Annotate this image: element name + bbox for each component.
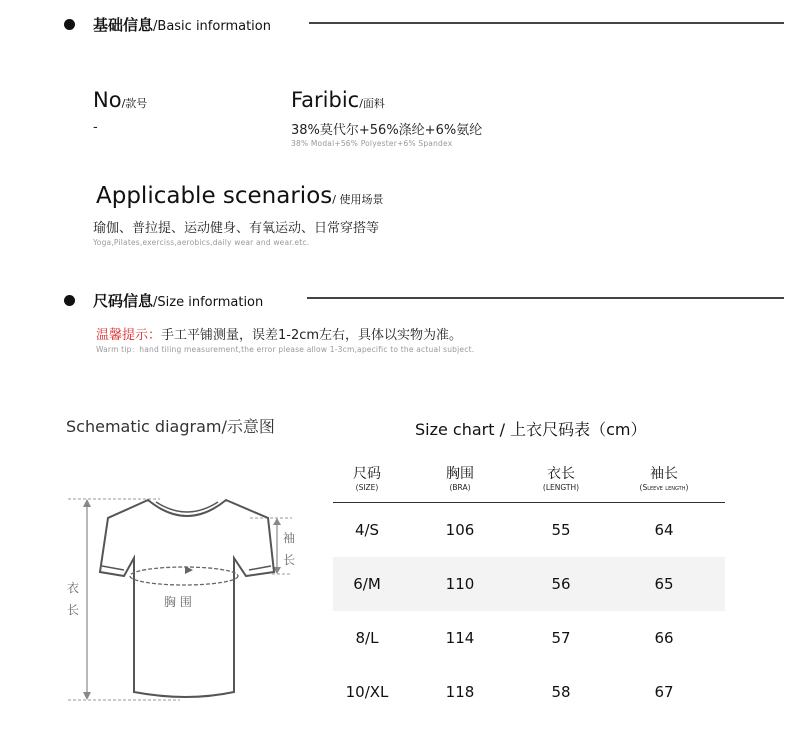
length-label: [67, 577, 79, 621]
header-size-cn: 尺码: [353, 466, 381, 482]
fabric-label-cn: /面料: [359, 97, 385, 110]
chest-label: 胸 围: [164, 595, 192, 609]
sleeve-label-char: 长: [283, 553, 296, 567]
header-sleeve-cn: 袖长: [650, 466, 678, 482]
size-chart-table: [333, 462, 725, 719]
bullet-dot-icon: [64, 295, 75, 306]
cell-sleeve: 67: [654, 683, 674, 701]
no-value: -: [93, 120, 98, 135]
scenario-value: 瑜伽、普拉提、运动健身、有氧运动、日常穿搭等: [93, 221, 380, 236]
header-bra-en: (BRA): [449, 483, 471, 492]
sleeve-label: [283, 527, 295, 571]
basic-info-title-en: /Basic information: [153, 18, 271, 34]
size-info-divider: [307, 297, 784, 299]
no-label-en: No: [93, 88, 122, 112]
header-length: [519, 462, 603, 502]
header-bra: [401, 462, 519, 502]
sleeve-label-char: 袖: [283, 531, 296, 545]
header-length-en: (LENGTH): [542, 483, 580, 492]
cell-size: 8/L: [355, 629, 379, 647]
cell-bra: 118: [445, 683, 475, 701]
scenario-label-cn: / 使用场景: [332, 193, 384, 206]
diagram-title: Schematic diagram/示意图: [66, 417, 275, 436]
header-bra-cn: 胸围: [446, 466, 474, 482]
cell-length: 58: [551, 683, 571, 701]
basic-info-title: [93, 14, 271, 35]
cell-bra: 110: [445, 575, 475, 593]
no-label: [93, 88, 147, 112]
cell-bra: 106: [445, 521, 475, 539]
header-sleeve: [603, 462, 725, 502]
table-row: [333, 503, 725, 557]
warm-tip: [96, 324, 462, 343]
size-info-title-cn: 尺码信息: [93, 291, 154, 310]
cell-sleeve: 64: [654, 521, 674, 539]
cell-length: 55: [551, 521, 571, 539]
table-row: [333, 611, 725, 665]
size-chart-title: Size chart / 上衣尺码表（cm）: [415, 420, 647, 439]
size-info-title: [93, 290, 263, 311]
cell-size: 10/XL: [345, 683, 389, 701]
header-sleeve-en: (Sleeve length): [639, 483, 689, 492]
header-size-en: (SIZE): [355, 483, 379, 492]
length-label-char: 衣: [67, 581, 80, 595]
table-header-row: [333, 462, 725, 503]
fabric-label-en: Faribic: [291, 88, 360, 112]
table-row: [333, 665, 725, 719]
header-size: [333, 462, 401, 502]
size-info-title-en: /Size information: [153, 294, 264, 310]
table-row: [333, 557, 725, 611]
cell-size: 4/S: [354, 521, 380, 539]
scenario-value-en: Yoga,Pilates,exerciss,aerobics,daily wear and wear.etc.: [93, 238, 310, 247]
fabric-label: [291, 88, 385, 112]
basic-info-title-cn: 基础信息: [93, 15, 154, 34]
chest-measure-icon: [130, 566, 238, 585]
size-info-header: [64, 289, 263, 311]
cell-sleeve: 66: [654, 629, 674, 647]
scenario-label: [96, 183, 383, 209]
bullet-dot-icon: [64, 19, 75, 30]
cell-sleeve: 65: [654, 575, 674, 593]
fabric-value: 38%莫代尔+56%涤纶+6%氨纶: [291, 123, 483, 138]
cell-bra: 114: [445, 629, 475, 647]
cell-length: 57: [551, 629, 571, 647]
length-arrow-icon: [83, 499, 91, 700]
no-label-cn: /款号: [121, 97, 148, 110]
scenario-label-en: Applicable scenarios: [96, 183, 333, 209]
cell-size: 6/M: [353, 575, 381, 593]
header-length-cn: 衣长: [547, 466, 575, 482]
basic-info-divider: [309, 22, 784, 24]
warm-tip-text: 手工平铺测量，误差1-2cm左右，具体以实物为准。: [161, 328, 463, 343]
warm-tip-label: 温馨提示：: [96, 328, 162, 343]
basic-info-header: [64, 13, 271, 35]
warm-tip-en: Warm tip：hand tiling measurement,the error please allow 1-3cm,apecific to the actual subject.: [96, 345, 475, 354]
length-label-char: 长: [67, 603, 80, 617]
cell-length: 56: [551, 575, 571, 593]
fabric-value-en: 38% Modal+56% Polyester+6% Spandex: [291, 139, 453, 148]
